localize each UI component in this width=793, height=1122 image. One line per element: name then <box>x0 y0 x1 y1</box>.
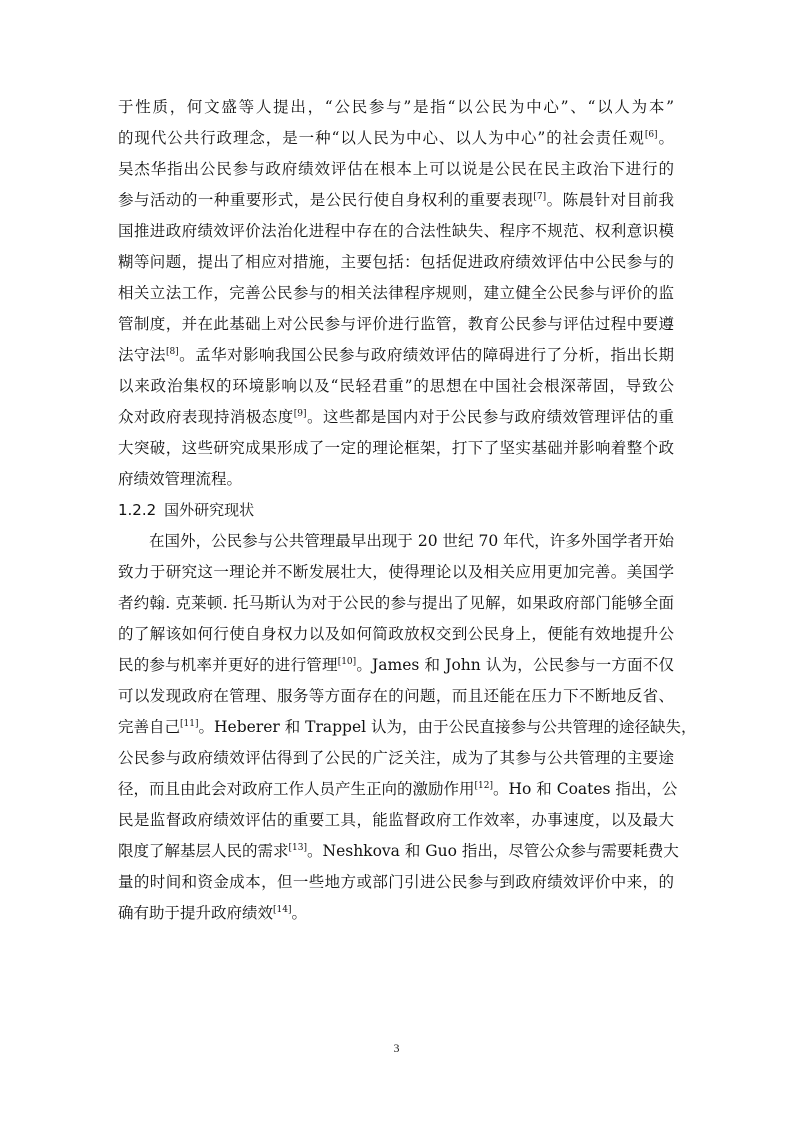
text-line: 完善自己[11]。Heberer 和 Trappel 认为，由于公民直接参与公共管理的途径缺失， <box>118 718 697 736</box>
text-line: 量的时间和资金成本，但一些地方或部门引进公民参与到政府绩效评价中来，的 <box>118 873 674 891</box>
section-heading <box>118 495 674 526</box>
text-line: 法守法[8]。孟华对影响我国公民参与政府绩效评估的障碍进行了分析，指出长期 <box>118 346 674 364</box>
citation-marker: [6] <box>644 129 658 140</box>
text-line: 大突破，这些研究成果形成了一定的理论框架，打下了坚实基础并影响着整个政 <box>118 439 674 457</box>
text-line: 糊等问题，提出了相应对措施，主要包括：包括促进政府绩效评估中公民参与的 <box>118 253 674 271</box>
section-number: 1.2.2 <box>118 501 157 519</box>
text-line: 府绩效管理流程。 <box>118 470 243 488</box>
citation-marker: [10] <box>337 656 357 667</box>
text-line: 在国外，公民参与公共管理最早出现于 20 世纪 70 年代，许多外国学者开始 <box>149 532 674 550</box>
text-line: 于性质，何文盛等人提出，“公民参与”是指“以公民为中心”、“以人为本” <box>118 98 674 116</box>
citation-marker: [13] <box>288 842 307 853</box>
text-line: 致力于研究这一理论并不断发展壮大，使得理论以及相关应用更加完善。美国学 <box>118 563 674 581</box>
text-line: 以来政治集权的环境影响以及“民轻君重”的思想在中国社会根深蒂固，导致公 <box>118 377 674 395</box>
text-line: 相关立法工作，完善公民参与的相关法律程序规则，建立健全公民参与评价的监 <box>118 284 674 302</box>
document-body <box>118 92 697 929</box>
paragraph-domestic-research <box>118 92 674 495</box>
text-line: 可以发现政府在管理、服务等方面存在的问题，而且还能在压力下不断地反省、 <box>118 687 674 705</box>
section-title: 国外研究现状 <box>164 501 255 519</box>
text-line: 众对政府表现持消极态度[9]。这些都是国内对于公民参与政府绩效管理评估的重 <box>118 408 674 426</box>
text-line: 的现代公共行政理念，是一种“以人民为中心、以人为中心”的社会责任观[6]。 <box>118 129 674 147</box>
text-line: 确有助于提升政府绩效[14]。 <box>118 904 308 922</box>
text-line: 公民参与政府绩效评估得到了公民的广泛关注，成为了其参与公共管理的主要途 <box>118 749 674 767</box>
citation-marker: [8] <box>165 346 179 357</box>
citation-marker: [11] <box>180 718 199 729</box>
text-line: 参与活动的一种重要形式，是公民行使自身权利的重要表现[7]。陈晨针对目前我 <box>118 191 674 209</box>
citation-marker: [12] <box>474 780 493 791</box>
citation-marker: [9] <box>293 408 307 419</box>
text-line: 径，而且由此会对政府工作人员产生正向的激励作用[12]。Ho 和 Coates 指出，公 <box>118 780 678 798</box>
text-line: 限度了解基层人民的需求[13]。Neshkova 和 Guo 指出，尽管公众参与需要耗费大 <box>118 842 679 860</box>
text-line: 民的参与机率并更好的进行管理[10]。James 和 John 认为，公民参与一方面不仅 <box>118 656 674 674</box>
text-line: 管制度，并在此基础上对公民参与评价进行监管，教育公民参与评估过程中要遵 <box>118 315 674 333</box>
text-line: 的了解该如何行使自身权力以及如何简政放权交到公民身上，便能有效地提升公 <box>118 625 674 643</box>
citation-marker: [7] <box>533 191 547 202</box>
paragraph-foreign-research <box>118 526 697 929</box>
citation-marker: [14] <box>273 904 292 915</box>
text-line: 国推进政府绩效评价法治化进程中存在的合法性缺失、程序不规范、权利意识模 <box>118 222 674 240</box>
text-line: 吴杰华指出公民参与政府绩效评估在根本上可以说是公民在民主政治下进行的 <box>118 160 674 178</box>
text-line: 民是监督政府绩效评估的重要工具，能监督政府工作效率，办事速度，以及最大 <box>118 811 674 829</box>
page-number: 3 <box>393 1041 400 1055</box>
text-line: 者约翰. 克莱顿. 托马斯认为对于公民的参与提出了见解，如果政府部门能够全面 <box>118 594 674 612</box>
